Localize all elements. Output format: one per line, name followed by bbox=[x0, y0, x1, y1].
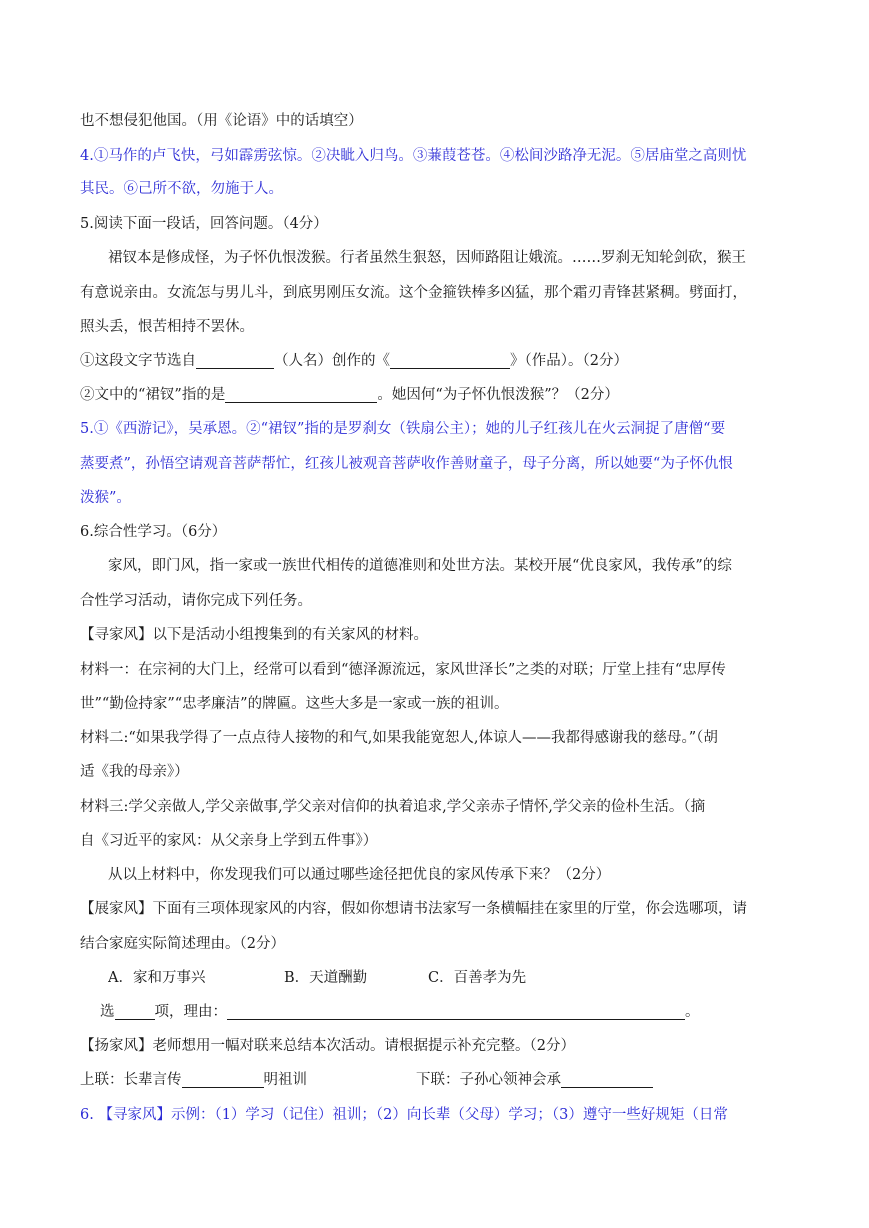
question-title: 6.综合性学习。（6分） bbox=[80, 524, 227, 540]
couplet-row bbox=[80, 1068, 792, 1092]
section-heading: 【扬家风】老师想用一幅对联来总结本次活动。请根据提示补充完整。（2分） bbox=[80, 1038, 575, 1054]
answer-line: 4.①马作的卢飞快，弓如霹雳弦惊。②决眦入归鸟。③蒹葭苍苍。④松间沙路净无泥。⑤居庙堂之高则忧 bbox=[80, 148, 747, 164]
section-heading: 【寻家风】以下是活动小组搜集到的有关家风的材料。 bbox=[80, 627, 428, 643]
fill-text: 》（作品）。（2分） bbox=[510, 353, 628, 369]
option-c: C．百善孝为先 bbox=[428, 970, 527, 986]
question-line: 从以上材料中，你发现我们可以通过哪些途径把优良的家风传承下来？（2分） bbox=[108, 867, 611, 883]
options-row bbox=[108, 966, 792, 990]
fill-text: 。 bbox=[685, 1004, 700, 1020]
fill-text: ②文中的“裙钗”指的是 bbox=[80, 387, 226, 403]
fill-text: 明祖训 bbox=[263, 1072, 307, 1088]
passage-line: 家风，即门风，指一家或一族世代相传的道德准则和处世方法。某校开展“优良家风，我传承”的综 bbox=[108, 558, 732, 574]
blank-upper[interactable] bbox=[182, 1070, 264, 1088]
couplet-upper bbox=[80, 1068, 307, 1092]
fill-text: 项，理由： bbox=[154, 1004, 227, 1020]
fill-in-line bbox=[80, 383, 792, 407]
material-line: 自《习近平的家风：从父亲身上学到五件事》） bbox=[80, 833, 378, 849]
blank-reason[interactable] bbox=[227, 1002, 685, 1020]
material-line: 世”“勤俭持家”“忠孝廉洁”的牌匾。这些大多是一家或一族的祖训。 bbox=[80, 696, 509, 712]
blank-option[interactable] bbox=[115, 1002, 155, 1020]
fill-text: 。她因何“为子怀仇恨泼猴”？（2分） bbox=[377, 387, 619, 403]
fill-text: 选 bbox=[100, 1004, 115, 1020]
fill-text: ①这段文字节选自 bbox=[80, 353, 196, 369]
fill-text: 下联：子孙心领神会承 bbox=[416, 1072, 561, 1088]
question-title: 5.阅读下面一段话，回答问题。（4分） bbox=[80, 216, 328, 232]
material-line: 适《我的母亲》） bbox=[80, 764, 189, 780]
answer-line: 泼猴”。 bbox=[80, 490, 131, 506]
answer-line: 5.①《西游记》，吴承恩。②“裙钗”指的是罗刹女（铁扇公主）；她的儿子红孩儿在火云洞捉了唐僧“要 bbox=[80, 421, 726, 437]
answer-line: 6. 【寻家风】示例：（1）学习（记住）祖训；（2）向长辈（父母）学习；（3）遵守一些好规矩（日常 bbox=[80, 1107, 728, 1123]
blank-lower[interactable] bbox=[561, 1070, 653, 1088]
couplet-lower bbox=[416, 1068, 653, 1092]
fill-in-line bbox=[80, 349, 792, 373]
material-line: 材料一：在宗祠的大门上，经常可以看到“德泽源流远，家风世泽长”之类的对联；厅堂上挂有“忠厚传 bbox=[80, 662, 726, 678]
passage-line: 裙钗本是修成怪，为子怀仇恨泼猴。行者虽然生狠怒，因师路阻让娥流。……罗刹无知轮剑砍，猴王 bbox=[108, 250, 746, 266]
option-b: B．天道酬勤 bbox=[284, 970, 368, 986]
fill-text: （人名）创作的《 bbox=[274, 353, 390, 369]
blank-work[interactable] bbox=[390, 351, 510, 369]
passage-line: 合性学习活动，请你完成下列任务。 bbox=[80, 593, 312, 609]
passage-line: 有意说亲由。女流怎与男儿斗，到底男刚压女流。这个金箍铁棒多凶猛，那个霜刃青锋甚紧稠。劈面打， bbox=[80, 285, 747, 301]
blank-author[interactable] bbox=[196, 351, 274, 369]
choice-line bbox=[100, 1000, 792, 1024]
blank-qunchai[interactable] bbox=[225, 385, 377, 403]
answer-line: 蒸要煮”，孙悟空请观音菩萨帮忙，红孩儿被观音菩萨收作善财童子，母子分离，所以她要“为子怀仇恨 bbox=[80, 456, 733, 472]
fill-text: 上联：长辈言传 bbox=[80, 1072, 182, 1088]
option-a: A．家和万事兴 bbox=[108, 970, 206, 986]
material-line: 材料三:学父亲做人,学父亲做事,学父亲对信仰的执着追求,学父亲赤子情怀,学父亲的俭朴生活。（摘 bbox=[80, 799, 706, 815]
section-heading: 【展家风】下面有三项体现家风的内容，假如你想请书法家写一条横幅挂在家里的厅堂，你会选哪项，请 bbox=[80, 901, 747, 917]
section-line: 结合家庭实际简述理由。（2分） bbox=[80, 936, 285, 952]
text-line: 也不想侵犯他国。（用《论语》中的话填空） bbox=[80, 113, 363, 129]
answer-line: 其民。⑥己所不欲，勿施于人。 bbox=[80, 181, 283, 197]
passage-line: 照头丢，恨苦相持不罢休。 bbox=[80, 319, 254, 335]
material-line: 材料二:“如果我学得了一点点待人接物的和气,如果我能宽恕人,体谅人——我都得感谢我的慈母。”（胡 bbox=[80, 730, 718, 746]
